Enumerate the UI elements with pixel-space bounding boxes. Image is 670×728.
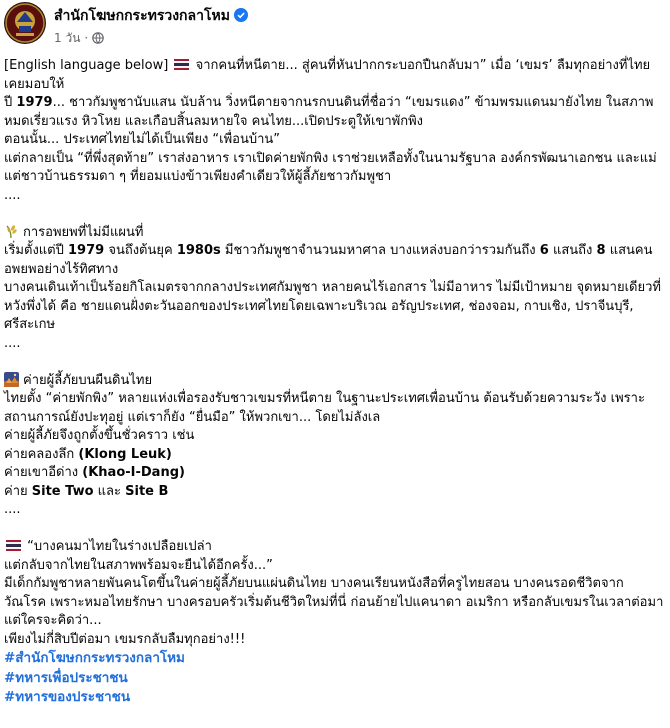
camp-name-en: Site Two [31,483,94,499]
post-body [4,57,664,708]
meta-separator: · [84,31,89,45]
year-1980s: 1980s [176,243,221,258]
number-8: 8 [596,243,606,258]
spacer [4,520,664,539]
text-fragment: มีชาวกัมพูชาจำนวนมหาศาล บางแหล่งบอกว่ารวมกันถึง [224,243,536,258]
camp-name-en: (Khao-I-Dang) [82,465,185,480]
text-fragment: ค่ายเขาอีด่าง [4,465,79,480]
number-6: 6 [539,243,549,258]
paragraph-last-refuge: แต่กลายเป็น “ที่พึ่งสุดท้าย” เราส่งอาหาร เราเปิดค่ายพักพิง เราช่วยเหลือทั้งในนามรัฐบาล องค์กรพัฒนาเอกชน และแม่แต่ชาวบ้านธรรมดา ๆ ที่ยอมแบ่งข้าวเพียงคำเดียวให้ผู้ลี้ภัยชาวกัมพูชา [4,150,657,184]
text-fragment: แสนคน อพยพอย่างไร้ทิศทาง [4,243,653,277]
paragraph-camps-intro: ไทยตั้ง “ค่ายพักพิง” หลายแห่งเพื่อรองรับชาวเขมรที่หนีตาย ในฐานะประเทศเพื่อนบ้าน ต้อนรับด้วยความระวัง เพราะสถานการณ์ยังปะทุอยู่ แต่เราก็ยัง “ยื่นมือ” ให้พวกเขา... โดยไม่ลังเล [4,391,645,425]
paragraph-camps-list-intro: ค่ายผู้ลี้ภัยจึงถูกตั้งขึ้นชั่วคราว เช่น [4,428,195,443]
separator-dots: .... [4,335,21,351]
text-fragment: ปี [4,95,13,110]
camp-name-en: Site B [125,483,169,499]
text-fragment: ... ชาวกัมพูชานับแสน นับล้าน วิ่งหนีตายจากนรกบนดินที่ชื่อว่า “เขมรแดง” ข้ามพรมแดนมายังไทย ในสภาพหมดเรี่ยวแรง หิวโหย และเกือบสิ้นลมหายใจ คนไทย...เปิดประตูให้เขาพักพิง [4,95,654,129]
text-fragment: แสนถึง [552,243,593,258]
section-title-migration [4,224,664,243]
page-name[interactable] [54,7,248,25]
section-title-quote [4,538,664,557]
section-title-text: การอพยพที่ไม่มีแผนที่ [23,224,144,240]
hashtag-1[interactable] [4,649,664,669]
refugee-camp-icon [4,372,19,387]
text-fragment: ค่ายคลองลึก [4,446,75,462]
paragraph-migration-numbers [4,242,664,279]
paragraph-forgot: เพียงไม่กี่สิบปีต่อมา เขมรกลับลืมทุกอย่าง!!! [4,631,246,647]
text-fragment: จนถึงต้นยุค [108,243,173,258]
post-time[interactable]: 1 วัน [54,31,81,45]
rice-plant-icon [4,224,19,239]
globe-icon [92,32,104,44]
hashtag-3[interactable] [4,688,664,708]
defense-emblem-icon [4,2,46,44]
hashtag-link[interactable]: #ทหารเพื่อประชาชน [4,669,128,686]
paragraph-border-journey: บางคนเดินเท้าเป็นร้อยกิโลเมตรจากกลางประเทศกัมพูชา หลายคนไร้เอกสาร ไม่มีอาหาร ไม่มีเป้าหมาย จุดหมายเดียวที่หวังพึ่งได้ คือ ชายแดนฝั่งตะวันออกของประเทศไทยโดยเฉพาะบริเวณ อรัญประเทศ, ช่องจอม, กาบเชิง, ปราจีนบุรี, ศรีสะเกษ [4,280,661,332]
camp-khao-i-dang [4,464,664,483]
separator-dots: .... [4,187,21,203]
paragraph-neighbor: ตอนนั้น... ประเทศไทยไม่ได้เป็นเพียง “เพื่อนบ้าน” [4,132,281,147]
paragraph-children: มีเด็กกัมพูชาหลายพันคนโตขึ้นในค่ายผู้ลี้ภัยบนแผ่นดินไทย บางคนเรียนหนังสือที่ครูไทยสอน บางคนรอดชีวิตจากวัณโรค เพราะหมอไทยรักษา บางครอบครัวเริ่มต้นชีวิตใหม่ที่นี่ ก่อนย้ายไปแคนาดา อเมริกา หรือกลับเขมรในเวลาต่อมา [4,576,664,610]
text-fragment: และ [97,483,121,499]
post-header [4,2,664,48]
hashtag-2[interactable] [4,669,664,689]
post-meta [54,30,104,46]
camp-name-en: (Klong Leuk) [78,446,172,462]
year-1979: 1979 [16,95,53,110]
camp-site-two-b [4,483,664,502]
page-avatar[interactable] [4,2,46,44]
hashtag-link[interactable]: #สำนักโฆษกกระทรวงกลาโหม [4,650,185,666]
verified-badge-icon [234,8,248,22]
spacer [4,353,664,372]
thailand-flag-icon [6,540,21,551]
paragraph-1979 [4,94,664,131]
text-fragment: ค่าย [4,483,28,499]
hashtag-link[interactable]: #ทหารของประชาชน [4,689,131,705]
section-title-text: “บางคนมาไทยในร่างเปลือยเปล่า [27,539,212,554]
intro-line [4,57,664,94]
english-below-note: [English language below] [4,58,169,73]
intro-text: จากคนที่หนีตาย... สู่คนที่หันปากกระบอกปืนกลับมา” เมื่อ ‘เขมร’ ลืมทุกอย่างที่ไทยเคยมอบให้ [4,58,651,92]
separator-dots: .... [4,502,21,517]
paragraph-who-thought: แต่ใครจะคิดว่า... [4,613,102,628]
section-title-text: ค่ายผู้ลี้ภัยบนผืนดินไทย [23,372,153,388]
spacer [4,205,664,224]
year-1979: 1979 [68,243,105,258]
page-name-text[interactable]: สำนักโฆษกกระทรวงกลาโหม [54,8,230,24]
thailand-flag-icon [174,59,189,70]
text-fragment: เริ่มตั้งแต่ปี [4,243,64,258]
camp-klong-leuk [4,446,664,465]
section-title-camps [4,372,664,391]
paragraph-quote-end: แต่กลับจากไทยในสภาพพร้อมจะยืนได้อีกครั้ง...” [4,557,273,573]
